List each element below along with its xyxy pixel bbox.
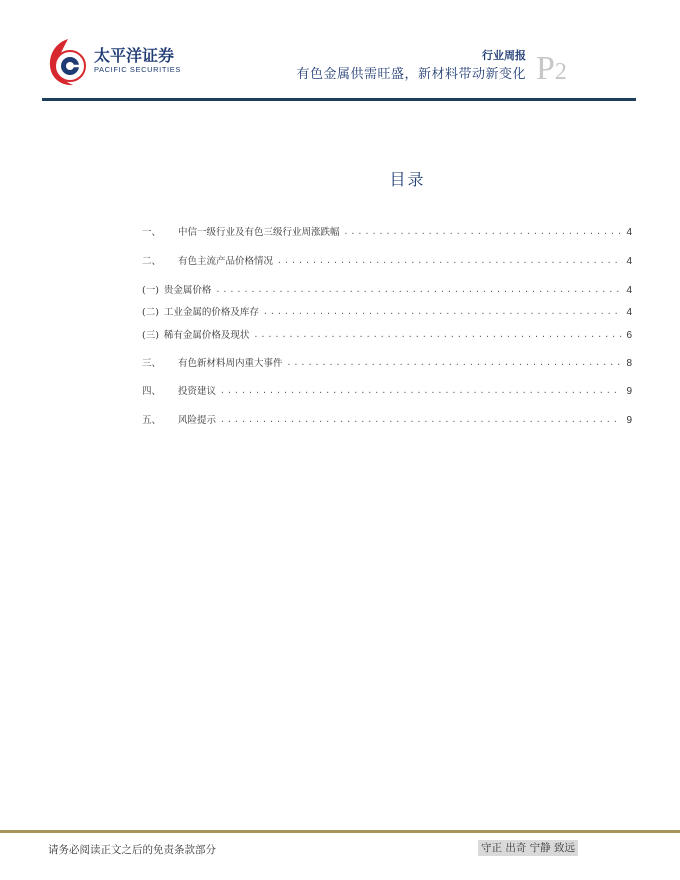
- footer-rule: [0, 830, 680, 833]
- toc-item-number: 一、: [142, 227, 162, 238]
- toc-item-text: 风险提示: [178, 415, 217, 426]
- toc-item[interactable]: [142, 253, 632, 267]
- toc-item-text: 有色主流产品价格情况: [178, 256, 274, 267]
- toc-leader-dots: [215, 284, 622, 296]
- toc-item[interactable]: [142, 224, 632, 238]
- toc-item-page: 9: [626, 415, 632, 426]
- toc-item-number: (一): [142, 285, 159, 296]
- header-rule: [42, 98, 636, 101]
- toc-item-number: (二): [142, 307, 159, 318]
- page-number: [536, 52, 567, 89]
- toc-item-page: 8: [626, 358, 632, 369]
- toc-item-text: 中信一级行业及有色三级行业周涨跌幅: [178, 227, 340, 238]
- toc-item-text: 稀有金属价格及现状: [163, 330, 250, 341]
- footer-motto: 守正 出奇 宁静 致远: [478, 840, 578, 856]
- toc-leader-dots: [253, 329, 622, 341]
- logo-chinese-name: 太平洋证券: [94, 46, 175, 65]
- toc-item-page: 4: [626, 227, 632, 238]
- toc-item-number: (三): [142, 330, 159, 341]
- toc-item-page: 4: [626, 256, 632, 267]
- toc-item-text: 有色新材料周内重大事件: [178, 358, 283, 369]
- toc-title: 目录: [389, 170, 426, 189]
- toc-item-number: 五、: [142, 415, 162, 426]
- toc-item[interactable]: [142, 327, 632, 341]
- footer-disclaimer: 请务必阅读正文之后的免责条款部分: [48, 844, 216, 856]
- toc-item[interactable]: [142, 355, 632, 369]
- page-letter: P: [536, 50, 555, 87]
- report-title: 有色金属供需旺盛，新材料带动新变化: [296, 67, 526, 82]
- toc-item[interactable]: [142, 282, 632, 296]
- toc-item-number: 四、: [142, 386, 162, 397]
- logo-mark-icon: [46, 35, 92, 91]
- toc-item[interactable]: [142, 304, 632, 318]
- toc-item-page: 4: [626, 285, 632, 296]
- toc-item[interactable]: [142, 383, 632, 397]
- toc-item-number: 三、: [142, 358, 162, 369]
- toc-item-page: 4: [626, 307, 632, 318]
- toc-leader-dots: [220, 414, 622, 426]
- toc-item-text: 工业金属的价格及库存: [163, 307, 259, 318]
- toc-leader-dots: [344, 226, 623, 238]
- toc-item-text: 贵金属价格: [163, 285, 212, 296]
- company-logo: [46, 35, 186, 91]
- toc-leader-dots: [287, 357, 623, 369]
- page-number-value: 2: [554, 59, 567, 85]
- toc-leader-dots: [263, 306, 623, 318]
- toc-item[interactable]: [142, 412, 632, 426]
- toc-item-text: 投资建议: [178, 386, 217, 397]
- toc-item-number: 二、: [142, 256, 162, 267]
- logo-english-name: PACIFIC SECURITIES: [94, 65, 181, 74]
- toc-item-page: 6: [626, 330, 632, 341]
- toc-leader-dots: [220, 385, 622, 397]
- toc-item-page: 9: [626, 386, 632, 397]
- report-type: 行业周报: [482, 49, 526, 62]
- toc-leader-dots: [277, 255, 622, 267]
